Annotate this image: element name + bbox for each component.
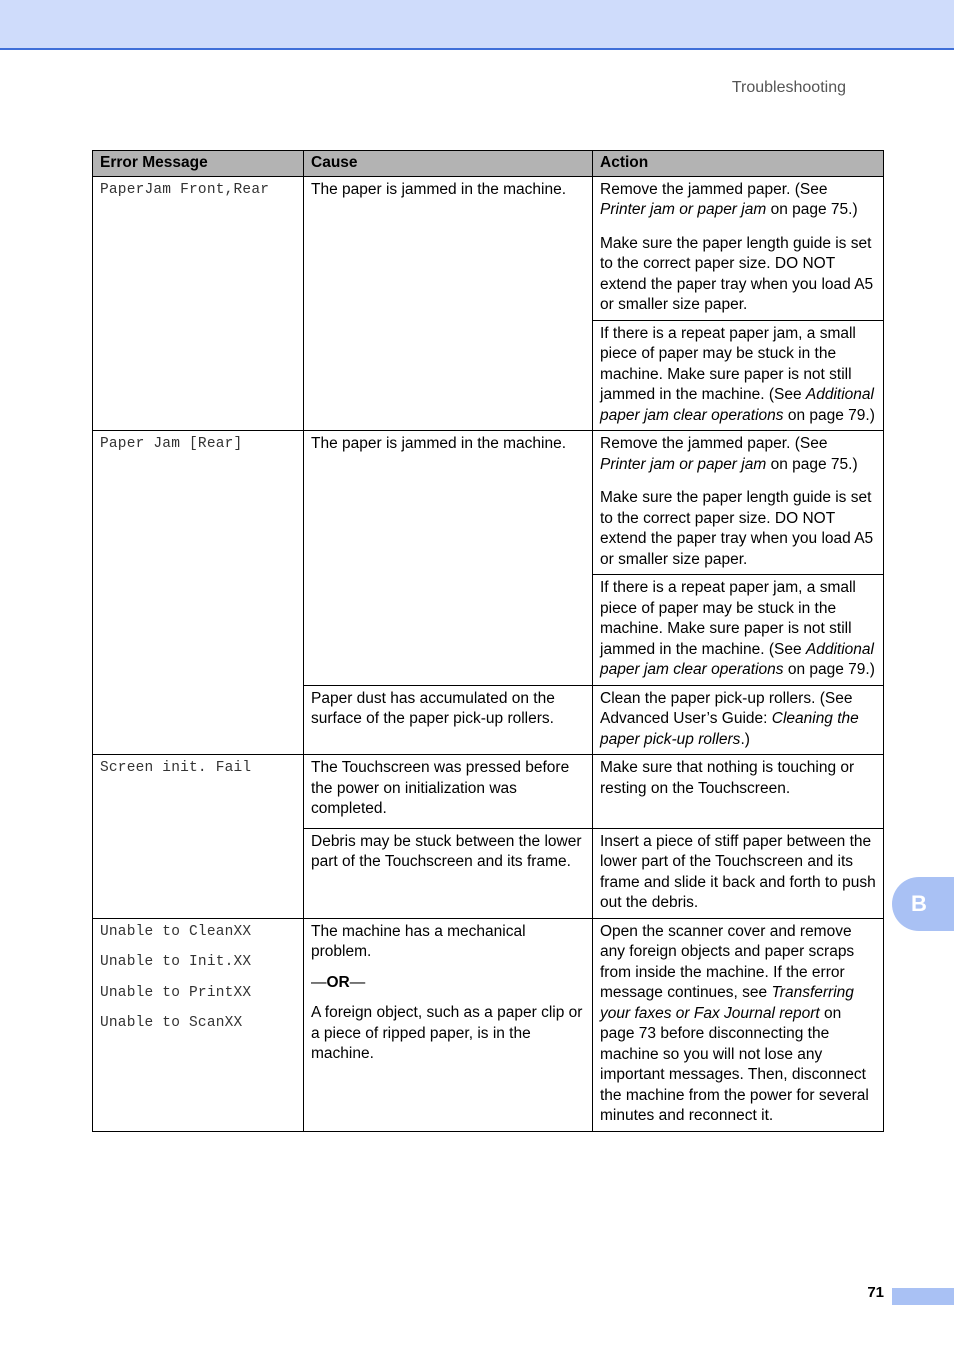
- column-header-error-message: Error Message: [93, 151, 304, 177]
- error-message: Paper Jam [Rear]: [100, 436, 243, 452]
- cause-cell: [304, 431, 593, 686]
- error-message-cell: [93, 431, 304, 755]
- action-cell: [593, 755, 884, 829]
- action-text: Clean the paper pick-up rollers. (See Advanced User’s Guide: Cleaning the paper pick-up rollers.): [600, 689, 859, 748]
- cause-cell: [304, 176, 593, 431]
- cause-text: A foreign object, such as a paper clip or a piece of ripped paper, is in the machine.: [311, 1004, 583, 1062]
- action-cell: [593, 176, 884, 231]
- cause-cell: [304, 918, 593, 1131]
- action-text: If there is a repeat paper jam, a small piece of paper may be stuck in the machine. Make sure paper is not still jammed in the machine. (See Additional paper jam clear operations on page 79.): [600, 324, 875, 424]
- action-cell: [593, 431, 884, 486]
- appendix-tab: [892, 877, 954, 931]
- cross-reference: Printer jam or paper jam: [600, 201, 767, 218]
- table-row: [93, 755, 884, 829]
- action-text: Open the scanner cover and remove any foreign objects and paper scraps from inside the machine. If the error message continues, see Transferring your faxes or Fax Journal report on page 73 before disconnecting the machine so you will not lose any important messages. Then, disconnect the machine from the power for several minutes and reconnect it.: [600, 922, 869, 1124]
- column-header-cause: Cause: [304, 151, 593, 177]
- error-message: PaperJam Front,Rear: [100, 181, 270, 198]
- cause-text: Debris may be stuck between the lower part of the Touchscreen and its frame.: [311, 832, 582, 870]
- header-band: [0, 0, 954, 50]
- error-message: Unable to Init.XX: [100, 954, 252, 970]
- table-row: [93, 918, 884, 1131]
- page-number-bar: [892, 1288, 954, 1305]
- error-message-cell: [93, 918, 304, 1131]
- action-cell: [593, 320, 884, 431]
- error-message: Unable to CleanXX: [100, 923, 252, 940]
- error-message-cell: [93, 176, 304, 431]
- action-text: If there is a repeat paper jam, a small piece of paper may be stuck in the machine. Make sure paper is not still jammed in the machine. (See Additional paper jam clear operations on page 79.): [600, 579, 875, 678]
- action-text: Remove the jammed paper. (See Printer jam or paper jam on page 75.): [600, 180, 858, 218]
- cause-cell: [304, 828, 593, 918]
- table-header-row: [93, 151, 884, 177]
- or-separator: —OR—: [311, 973, 366, 991]
- action-cell: [593, 575, 884, 686]
- error-message-table: [92, 150, 884, 1132]
- cause-cell: [304, 685, 593, 755]
- action-text: Remove the jammed paper. (See Printer jam or paper jam on page 75.): [600, 435, 858, 473]
- action-cell: [593, 685, 884, 755]
- action-text: Make sure the paper length guide is set to the correct paper size. DO NOT extend the paper tray when you load A5 or smaller size paper.: [600, 489, 874, 568]
- action-cell: [593, 231, 884, 321]
- cause-cell: [304, 755, 593, 829]
- cross-reference: Printer jam or paper jam: [600, 455, 767, 473]
- cross-reference: Additional paper jam clear operations: [600, 640, 874, 678]
- cause-text: Paper dust has accumulated on the surface of the paper pick-up rollers.: [311, 689, 555, 727]
- action-text: Insert a piece of stiff paper between the lower part of the Touchscreen and its frame and slide it back and forth to push out the debris.: [600, 832, 876, 911]
- section-title: Troubleshooting: [731, 79, 846, 96]
- action-cell: [593, 918, 884, 1131]
- cause-text: The paper is jammed in the machine.: [311, 180, 567, 198]
- column-header-action: Action: [593, 151, 884, 177]
- error-message: Screen init. Fail: [100, 760, 252, 776]
- action-cell: [593, 485, 884, 575]
- action-text: Make sure that nothing is touching or resting on the Touchscreen.: [600, 759, 855, 797]
- cross-reference: Cleaning the paper pick-up rollers: [600, 710, 859, 748]
- table-row: [93, 431, 884, 486]
- page-number: 71: [867, 1284, 884, 1301]
- cause-text: The machine has a mechanical problem.: [311, 922, 526, 960]
- cross-reference: Transferring your faxes or Fax Journal report: [600, 984, 854, 1022]
- appendix-tab-label: B: [911, 891, 927, 916]
- error-message: Unable to PrintXX: [100, 984, 252, 1001]
- cause-text: The paper is jammed in the machine.: [311, 435, 567, 452]
- action-cell: [593, 828, 884, 918]
- cross-reference: Additional paper jam clear operations: [600, 386, 874, 424]
- error-message-cell: [93, 755, 304, 919]
- table-row: [93, 176, 884, 231]
- error-message: Unable to ScanXX: [100, 1015, 243, 1031]
- cause-text: The Touchscreen was pressed before the power on initialization was completed.: [311, 759, 570, 817]
- action-text: Make sure the paper length guide is set to the correct paper size. DO NOT extend the paper tray when you load A5 or smaller size paper.: [600, 234, 874, 313]
